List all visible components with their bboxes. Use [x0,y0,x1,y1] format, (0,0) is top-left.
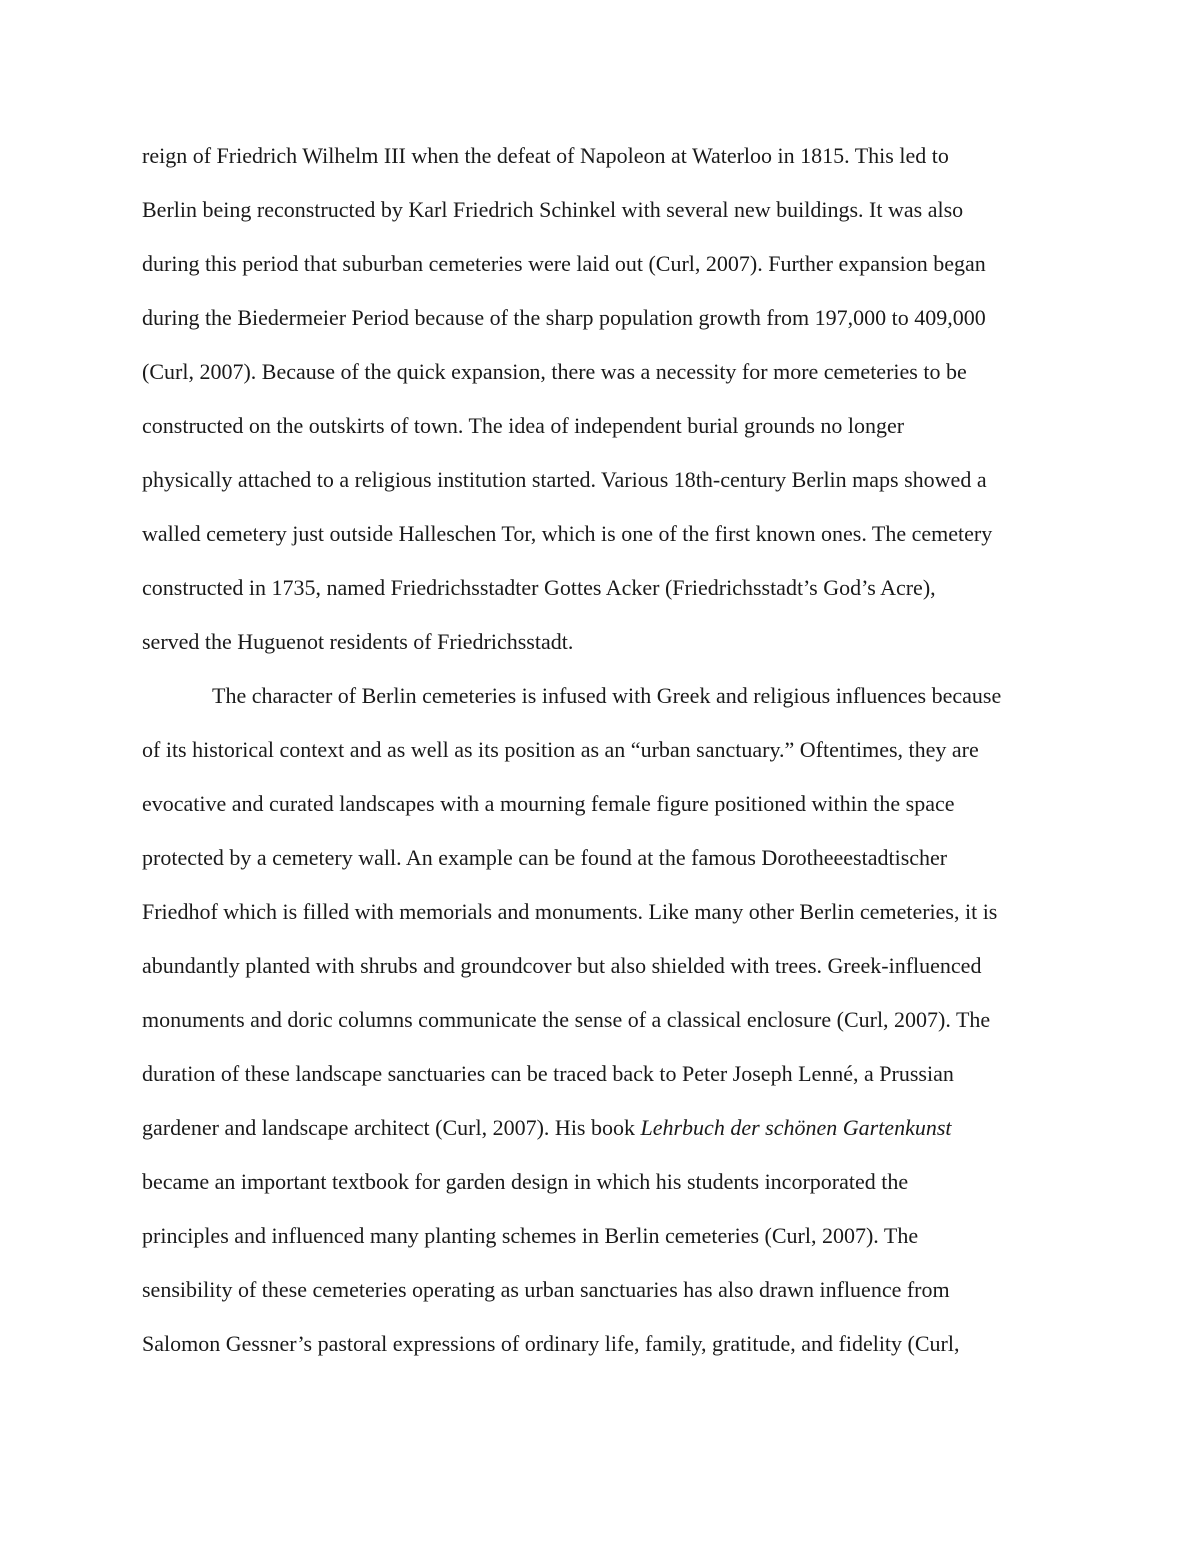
paragraph-1-line-3: during this period that suburban cemeteries were laid out (Curl, 2007). Further expansion began [142,251,986,276]
paragraph-2-line-11: principles and influenced many planting schemes in Berlin cemeteries (Curl, 2007). The [142,1223,919,1248]
paragraph-2-line-9 [142,1115,952,1141]
paragraph-2-line-2: of its historical context and as well as its position as an “urban sanctuary.” Oftentimes, they are [142,737,979,762]
paragraph-2-line-8: duration of these landscape sanctuaries can be traced back to Peter Joseph Lenné, a Prussian [142,1061,954,1086]
paragraph-2-line-10: became an important textbook for garden design in which his students incorporated the [142,1169,909,1194]
paragraph-2-line-7: monuments and doric columns communicate the sense of a classical enclosure (Curl, 2007). The [142,1007,991,1032]
paragraph-2-line-3: evocative and curated landscapes with a mourning female figure positioned within the space [142,791,955,816]
paragraph-1-line-6: constructed on the outskirts of town. The idea of independent burial grounds no longer [142,413,905,438]
paragraph-1-line-4: during the Biedermeier Period because of the sharp population growth from 197,000 to 409,000 [142,305,986,330]
paragraph-2-line-12: sensibility of these cemeteries operating as urban sanctuaries has also drawn influence from [142,1277,950,1302]
paragraph-1-line-10: served the Huguenot residents of Friedrichsstadt. [142,629,574,654]
paragraph-1-line-2: Berlin being reconstructed by Karl Friedrich Schinkel with several new buildings. It was also [142,197,964,222]
paragraph-2-line-5: Friedhof which is filled with memorials and monuments. Like many other Berlin cemeteries, it is [142,899,998,924]
paragraph-2-line-1: The character of Berlin cemeteries is infused with Greek and religious influences because [212,683,1002,708]
paragraph-1-line-5: (Curl, 2007). Because of the quick expansion, there was a necessity for more cemeteries to be [142,359,967,384]
line-text: gardener and landscape architect (Curl, 2007). His book [142,1115,641,1140]
paragraph-1-line-9: constructed in 1735, named Friedrichsstadter Gottes Acker (Friedrichsstadt’s God’s Acre), [142,575,936,600]
paragraph-2-line-6: abundantly planted with shrubs and groundcover but also shielded with trees. Greek-influenced [142,953,982,978]
book-title: Lehrbuch der schönen Gartenkunst [640,1115,952,1140]
paragraph-2-line-4: protected by a cemetery wall. An example can be found at the famous Dorotheeestadtischer [142,845,948,870]
paragraph-2-line-13: Salomon Gessner’s pastoral expressions of ordinary life, family, gratitude, and fidelity (Curl, [142,1331,960,1356]
paragraph-1-line-7: physically attached to a religious institution started. Various 18th-century Berlin maps showed a [142,467,987,492]
paragraph-1-line-8: walled cemetery just outside Halleschen Tor, which is one of the first known ones. The cemetery [142,521,993,546]
paragraph-1-line-1: reign of Friedrich Wilhelm III when the defeat of Napoleon at Waterloo in 1815. This led to [142,143,949,168]
